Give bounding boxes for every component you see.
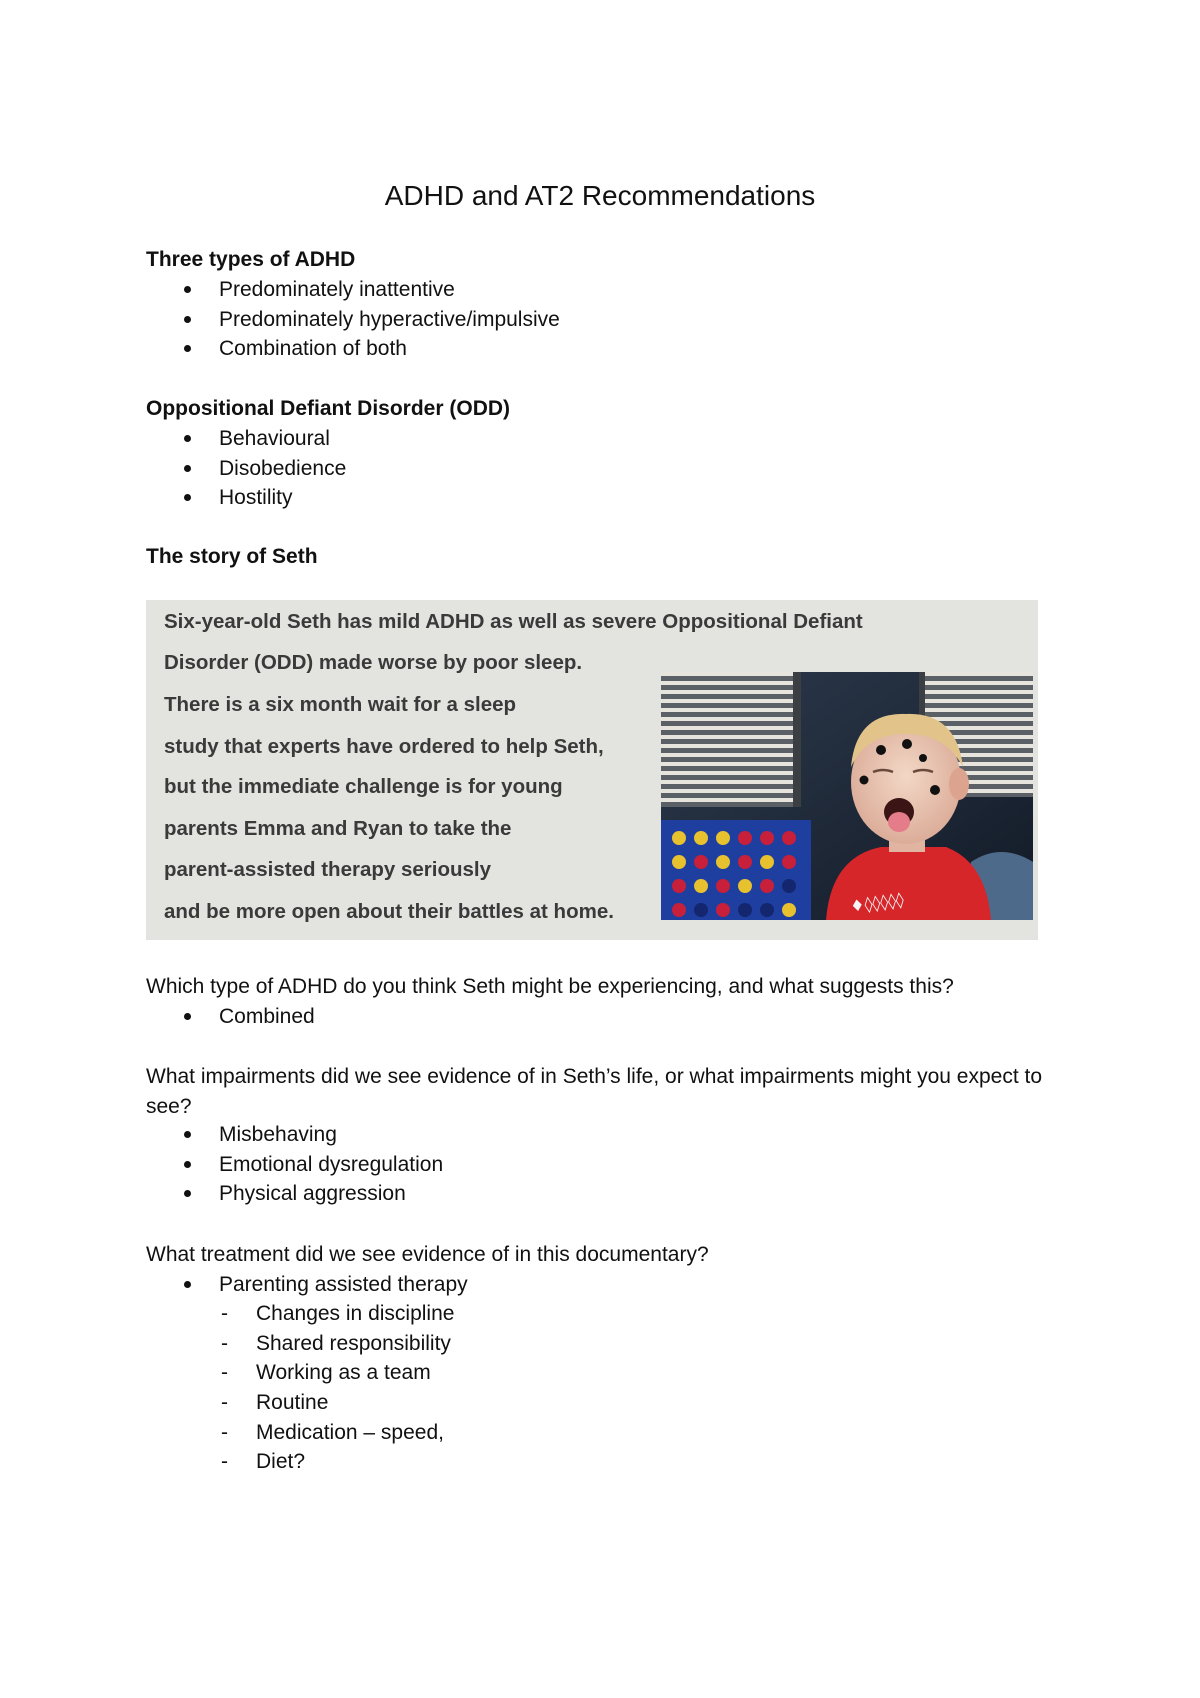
story-line: study that experts have ordered to help Seth, xyxy=(164,735,604,758)
dash-marker: - xyxy=(221,1302,228,1325)
story-line: parents Emma and Ryan to take the xyxy=(164,817,512,840)
sub-list-item: - Changes in discipline xyxy=(219,1299,454,1329)
sub-list-item: - Shared responsibility xyxy=(219,1329,454,1359)
list-item: Parenting assisted therapy xyxy=(146,1270,468,1300)
story-line: but the immediate challenge is for young xyxy=(164,775,563,798)
story-line: Six-year-old Seth has mild ADHD as well as severe Oppositional Defiant xyxy=(164,610,863,633)
story-box xyxy=(146,600,1038,940)
types-heading: Three types of ADHD xyxy=(146,248,356,271)
list-item: Hostility xyxy=(146,483,346,513)
list-item: Combination of both xyxy=(146,334,560,364)
list-item: Predominately inattentive xyxy=(146,275,560,305)
bullet-icon xyxy=(184,1190,191,1197)
q1-list xyxy=(146,1002,315,1032)
bullet-icon xyxy=(184,1131,191,1138)
sub-list-item: - Medication – speed, xyxy=(219,1418,454,1448)
odd-list xyxy=(146,424,346,513)
dash-marker: - xyxy=(221,1420,228,1444)
bullet-icon xyxy=(184,316,191,323)
sub-list-item: - Routine xyxy=(219,1388,454,1418)
bullet-icon xyxy=(184,435,191,442)
list-item: Physical aggression xyxy=(146,1179,443,1209)
odd-heading: Oppositional Defiant Disorder (ODD) xyxy=(146,397,511,420)
dash-marker: - xyxy=(221,1391,228,1415)
story-heading: The story of Seth xyxy=(146,545,318,568)
sub-list-item: - Diet? xyxy=(219,1447,454,1477)
bullet-icon xyxy=(184,494,191,501)
bullet-icon xyxy=(184,1013,191,1020)
q3-sublist xyxy=(219,1299,454,1477)
q2-list xyxy=(146,1120,443,1209)
list-item: Disobedience xyxy=(146,454,346,484)
photo-image xyxy=(661,672,1033,920)
sub-list-item: - Working as a team xyxy=(219,1358,454,1388)
list-item: Behavioural xyxy=(146,424,346,454)
question-2: What impairments did we see evidence of in Seth’s life, or what impairments might you expect to see? xyxy=(146,1065,1043,1118)
bullet-icon xyxy=(184,345,191,352)
story-line: Disorder (ODD) made worse by poor sleep. xyxy=(164,651,583,674)
bullet-icon xyxy=(184,1281,191,1288)
bullet-icon xyxy=(184,286,191,293)
story-line: There is a six month wait for a sleep xyxy=(164,693,517,716)
list-item: Misbehaving xyxy=(146,1120,443,1150)
story-line: and be more open about their battles at home. xyxy=(164,900,614,923)
dash-marker: - xyxy=(221,1361,228,1385)
dash-marker: - xyxy=(221,1331,228,1355)
bullet-icon xyxy=(184,1161,191,1168)
question-3: What treatment did we see evidence of in this documentary? xyxy=(146,1243,709,1266)
story-line: parent-assisted therapy seriously xyxy=(164,858,491,881)
photo-illustration xyxy=(661,672,1033,920)
page-title: ADHD and AT2 Recommendations xyxy=(384,180,816,211)
dash-marker: - xyxy=(221,1450,228,1474)
question-1: Which type of ADHD do you think Seth might be experiencing, and what suggests this? xyxy=(146,975,954,998)
bullet-icon xyxy=(184,465,191,472)
svg-text:♦◊◊◊◊◊: ♦◊◊◊◊◊ xyxy=(848,889,905,916)
types-list xyxy=(146,275,560,364)
list-item: Combined xyxy=(146,1002,315,1032)
q3-list xyxy=(146,1270,468,1300)
list-item: Emotional dysregulation xyxy=(146,1150,443,1180)
list-item: Predominately hyperactive/impulsive xyxy=(146,305,560,335)
